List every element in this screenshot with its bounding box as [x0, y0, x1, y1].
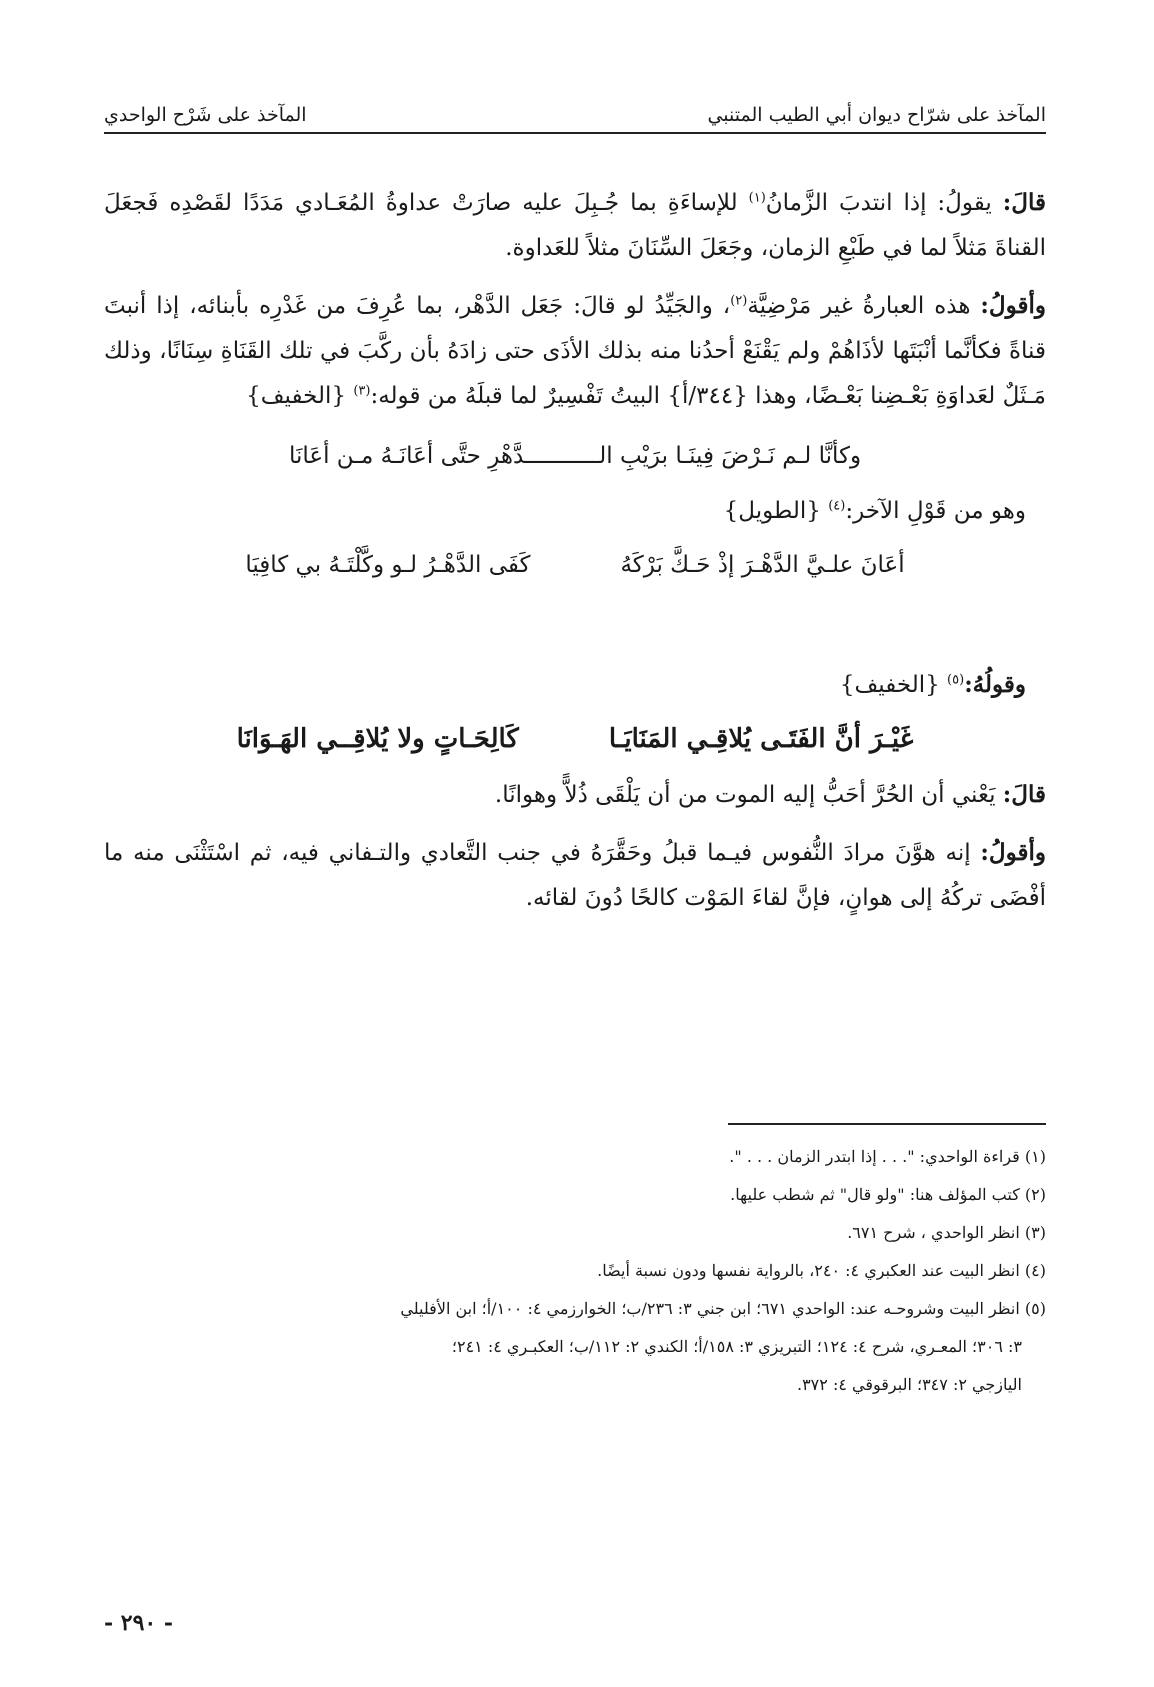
page-number: - ٢٩٠ - — [104, 1610, 174, 1636]
footnote-5-line-3: اليازجي ٢: ٣٤٧؛ البرقوقي ٤: ٣٧٢. — [796, 1375, 1022, 1394]
paragraph-3 — [104, 772, 1046, 818]
meter-label: {الطويل} — [723, 498, 829, 524]
verse-first-hemistich: غَيْـرَ أنَّ الفَتَـى يُلاقِـي المَنَايَـا — [608, 724, 914, 754]
verse-1 — [104, 431, 1046, 481]
footnote-3: (٣) انظر الواحدي ، شرح ٦٧١. — [847, 1223, 1046, 1242]
footnote-5 — [104, 1290, 1046, 1404]
intro-text: وهو من قَوْلِ الآخر: — [845, 498, 1026, 524]
verse-2 — [104, 540, 1046, 590]
verse-first-hemistich: أعَانَ علـيَّ الدَّهْـرَ إذْ حَـكَّ بَرْكَهُ — [620, 552, 905, 578]
verse-line: وكأنَّا لـم نَـرْضَ فِينَـا برَيْبِ الـــــــــــدَّهْرِ حتَّى أعَانَـهُ مـن أعَانَا — [288, 443, 862, 469]
footnote-5-line-2: ٣: ٣٠٦؛ المعـري، شرح ٤: ١٢٤؛ التبريزي ٣: ١٥٨/أ؛ الكندي ٢: ١١٢/ب؛ العكبـري ٤: ٢٤١؛ — [451, 1337, 1022, 1356]
paragraph-lead: قالَ: — [1002, 781, 1046, 808]
paragraph-lead: وقولُهُ: — [964, 671, 1026, 698]
paragraph-4 — [104, 830, 1046, 921]
header-section-title: المآخذ على شَرْح الواحدي — [104, 104, 307, 126]
verse-3 — [104, 714, 1046, 764]
paragraph-text: ، والجَيِّدُ لو قالَ: جَعَل الدَّهْر، بما عُرِفَ من غَدْرِه بأبنائه، إذا أنبتَ قناةً فكأنَّما أنْبَتَها لأذَاهُمْ ولم يَقْنَعْ أحدُنا منه بذلك الأذَى حتى زادَهُ بأن ركَّبَ في تلك القَنَاةِ سِنَانًا، وذلك مَـثَلٌ لعَداوَةِ بَعْـضِنا بَعْـضًا، وهذا {٣٤٤/أ} البيتُ تَفْسِيرٌ لما قبلَهُ من قوله: — [104, 293, 1046, 409]
paragraph-text: إنه هوَّنَ مرادَ النُّفوس فيـما قبلُ وحَقَّرَهُ في جنب التَّعادي والتـفاني فيه، ثم اسْتَثْنَى منه ما أفْضَى تركُهُ إلى هوانٍ، فإنَّ لقاءَ المَوْت كالحًا دُونَ لقائه. — [104, 840, 1046, 911]
paragraph-text: يقولُ: إذا انتدبَ الزَّمانُ — [765, 190, 1003, 216]
section-gap — [104, 598, 1046, 662]
footnote-divider — [728, 1123, 1046, 1125]
paragraph-text: للإساءَةِ بما جُـبِلَ عليه صارَتْ عداوةُ المُعَـادي مَدَدًا لقَصْدِه فَجعَلَ القناةَ مَثلاً لما في طَبْعِ الزمان، وجَعَلَ السِّنَانَ مثلاً للعَداوة. — [104, 190, 1046, 261]
footnote-ref[interactable]: (٣) — [353, 383, 371, 399]
verse-intro-3 — [104, 662, 1046, 708]
paragraph-text: هذه العبارةُ غير مَرْضِيَّة — [747, 293, 981, 319]
verse-second-hemistich: كَفَى الدَّهْـرُ لـو وكَّلْتَـهُ بي كافِيَا — [245, 552, 531, 578]
verse-intro-2 — [104, 489, 1046, 534]
paragraph-text: يَعْني أن الحُرَّ أحَبُّ إليه الموت من أن يَلْقَى ذُلاًّ وهوانًا. — [494, 782, 1003, 808]
paragraph-2 — [104, 283, 1046, 419]
main-text — [104, 180, 1046, 933]
running-header — [104, 86, 1046, 134]
verse-second-hemistich: كَالِحَـاتٍ ولا يُلاقِــي الهَـوَانَا — [236, 724, 519, 754]
footnote-2: (٢) كتب المؤلف هنا: "ولو قال" ثم شطب عليها. — [730, 1185, 1046, 1204]
footnote-ref[interactable]: (١) — [748, 190, 766, 206]
header-book-title: المآخذ على شرّاح ديوان أبي الطيب المتنبي — [707, 104, 1046, 126]
meter-label: {الخفيف} — [839, 672, 948, 698]
footnote-ref[interactable]: (٢) — [730, 293, 748, 309]
paragraph-lead: وأقولُ: — [980, 839, 1046, 866]
footnote-4: (٤) انظر البيت عند العكبري ٤: ٢٤٠، بالرواية نفسها ودون نسبة أيضًا. — [597, 1261, 1046, 1280]
footnotes — [104, 1138, 1046, 1404]
paragraph-lead: وأقولُ: — [980, 292, 1046, 319]
footnote-ref[interactable]: (٥) — [947, 672, 965, 688]
meter-label: {الخفيف} — [246, 383, 354, 409]
footnote-5-line-1: (٥) انظر البيت وشروحـه عند: الواحدي ٦٧١؛ ابن جني ٣: ٢٣٦/ب؛ الخوارزمي ٤: ١٠٠/أ؛ ابن الأفليلي — [400, 1299, 1046, 1318]
footnote-1: (١) قراءة الواحدي: ". . . إذا ابتدر الزمان . . . ". — [729, 1147, 1046, 1166]
footnote-ref[interactable]: (٤) — [828, 498, 846, 514]
paragraph-lead: قالَ: — [1002, 189, 1046, 216]
paragraph-1 — [104, 180, 1046, 271]
